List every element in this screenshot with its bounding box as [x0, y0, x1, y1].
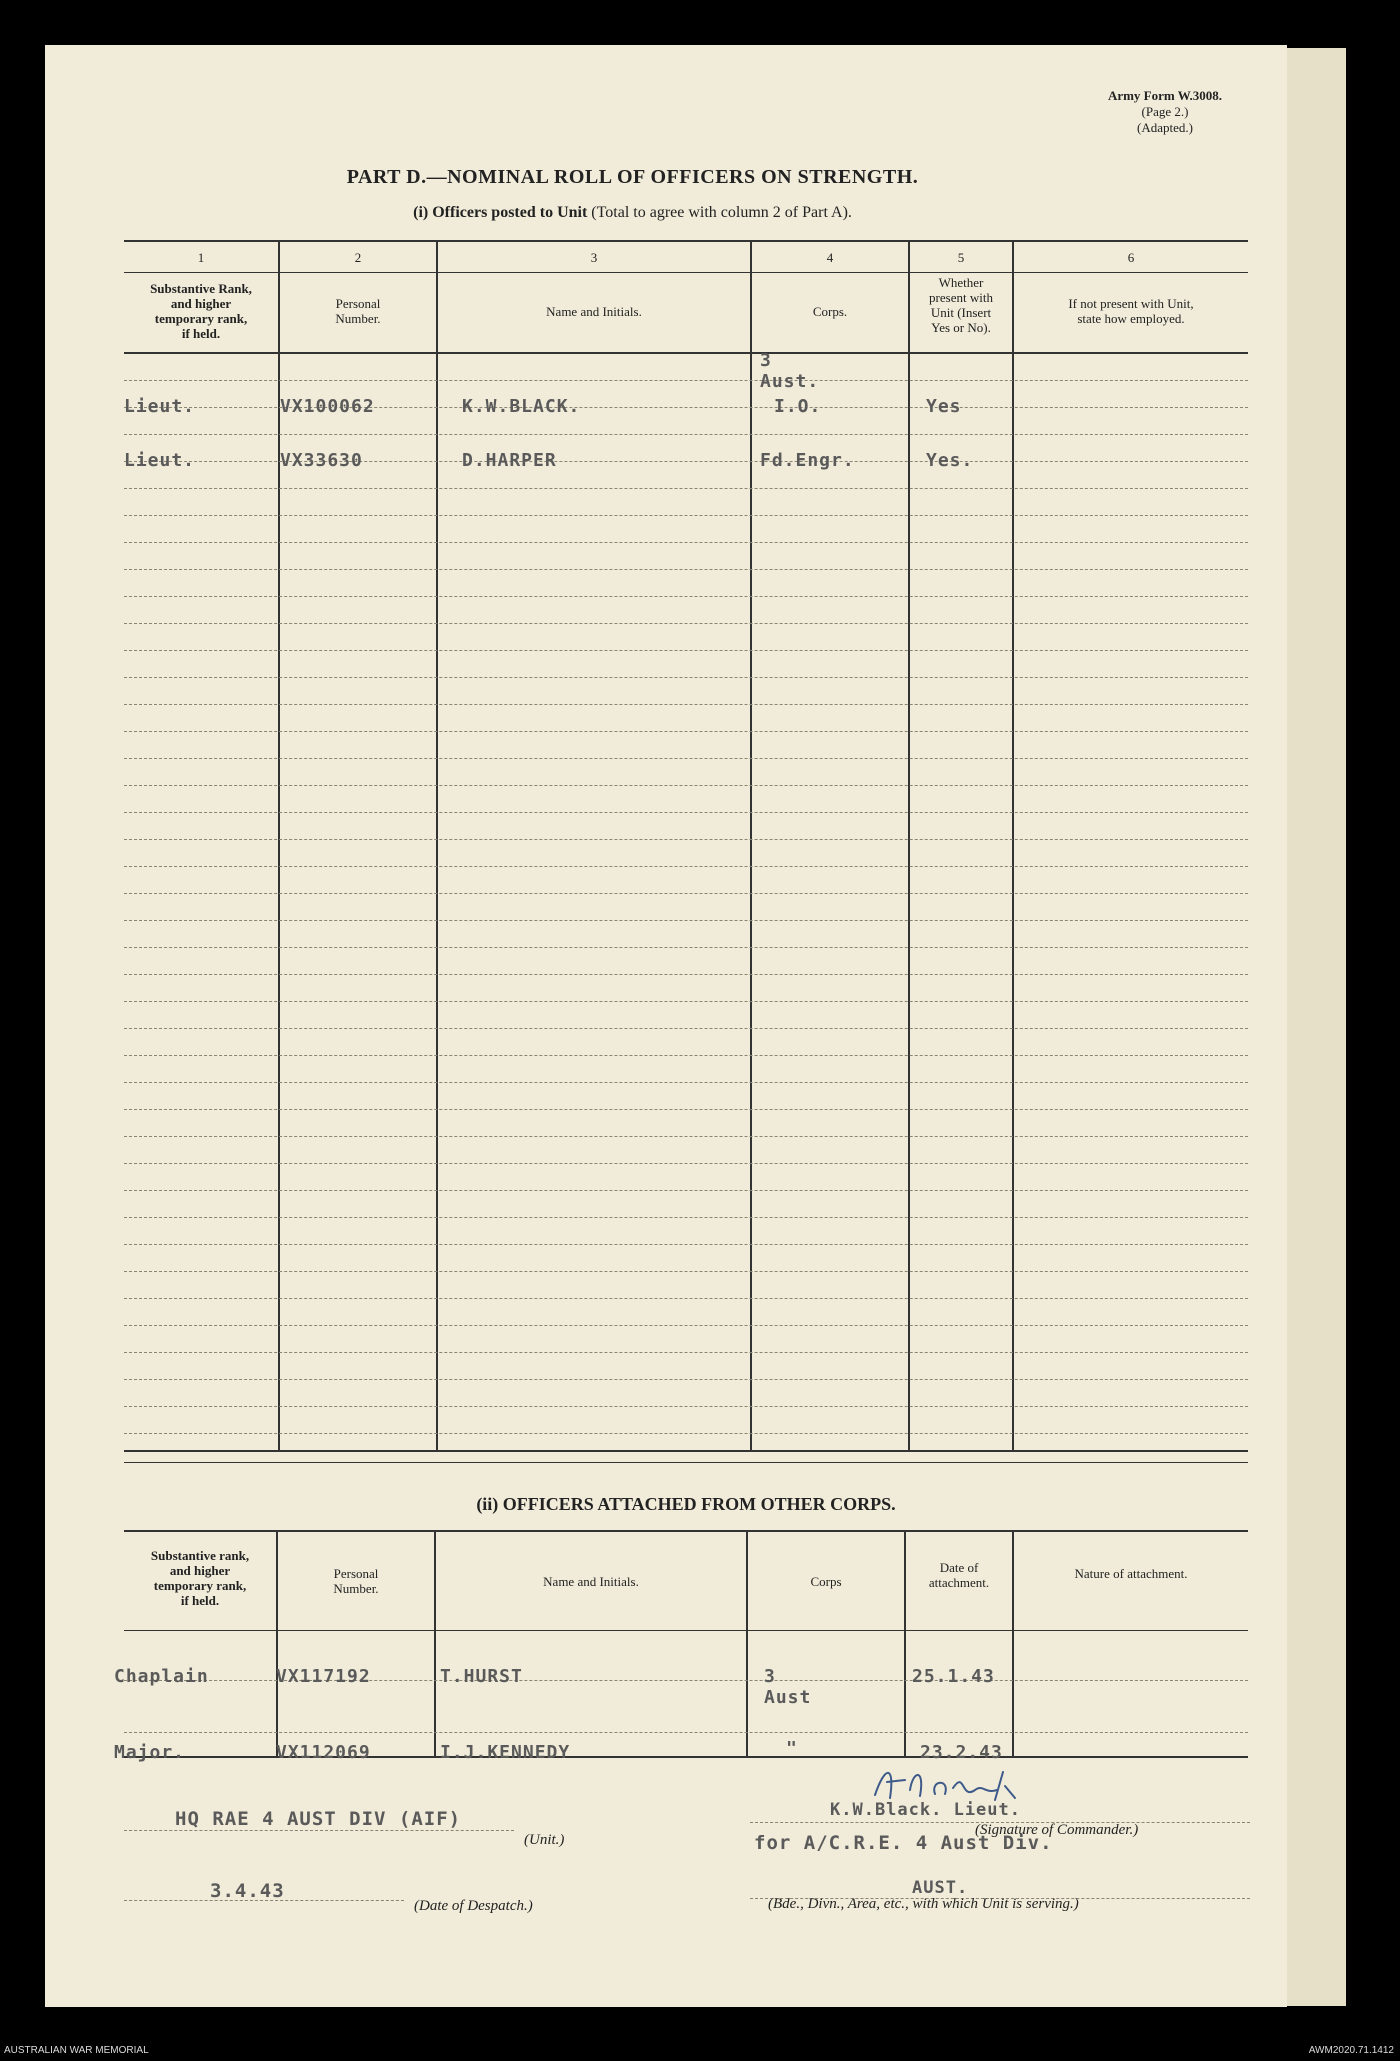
ruled-line [124, 542, 1248, 543]
name-cell: D.HARPER [462, 450, 557, 471]
ruled-line [124, 1028, 1248, 1029]
ruled-line [124, 920, 1248, 921]
col-4-number: 4 [826, 250, 834, 265]
attached-col-1-header: Substantive rank, and higher temporary rank, if held. [150, 1548, 250, 1608]
page-title: PART D.—NOMINAL ROLL OF OFFICERS ON STRENGTH. [346, 166, 919, 188]
rank-cell: Chaplain [114, 1666, 209, 1687]
col-4-header: Corps. [812, 304, 848, 319]
present-cell: Yes [926, 396, 962, 417]
form-number: Army Form W.3008. [1107, 88, 1223, 103]
attached-col-3-header: Name and Initials. [543, 1574, 639, 1589]
archive-accession: AWM2020.71.1412 [1308, 2045, 1394, 2056]
ruled-line [124, 1055, 1248, 1056]
ruled-line [124, 1433, 1248, 1434]
attached-col-4-header: Corps [810, 1574, 842, 1589]
corps-cell: I.O. [774, 396, 822, 417]
ruled-line [124, 1136, 1248, 1137]
col-6-header: If not present with Unit, state how employed. [1068, 296, 1194, 326]
form-adapted-label: (Adapted.) [1137, 120, 1193, 135]
col-1-number: 1 [197, 250, 205, 265]
unit-value: HQ RAE 4 AUST DIV (AIF) [175, 1808, 462, 1830]
ruled-line [124, 677, 1248, 678]
ruled-line [124, 515, 1248, 516]
col-3-header: Name and Initials. [546, 304, 642, 319]
date-label: (Date of Despatch.) [414, 1898, 533, 1914]
number-cell: VX33630 [280, 450, 363, 471]
ruled-line [124, 812, 1248, 813]
ruled-line [124, 650, 1248, 651]
ruled-line [124, 1109, 1248, 1110]
number-cell: VX117192 [276, 1666, 371, 1687]
section-i-heading [125, 204, 1140, 222]
attached-col-2-header: Personal Number. [333, 1566, 379, 1596]
number-cell: VX112069 [276, 1742, 371, 1763]
section-i-label: (i) Officers posted to Unit [413, 204, 588, 221]
commander-value: K.W.Black. Lieut. [830, 1800, 1021, 1820]
ruled-line [124, 1325, 1248, 1326]
ruled-line [124, 1190, 1248, 1191]
attached-col-5-header: Date of attachment. [928, 1560, 990, 1590]
rank-cell: Lieut. [124, 450, 196, 471]
ruled-line [124, 434, 1248, 435]
ruled-line [124, 893, 1248, 894]
archive-credit: AUSTRALIAN WAR MEMORIAL [4, 2045, 149, 2056]
col-5-header: Whether present with Unit (Insert Yes or No). [929, 275, 993, 335]
ruled-line [124, 947, 1248, 948]
rank-cell: Lieut. [124, 396, 196, 417]
col-1-header: Substantive Rank, and higher temporary rank, if held. [150, 281, 252, 341]
ruled-line [124, 758, 1248, 759]
number-cell: VX100062 [280, 396, 375, 417]
name-cell: T.HURST [440, 1666, 523, 1687]
corps-cell: 3 Aust [764, 1666, 812, 1708]
name-cell: I.J.KENNEDY [440, 1742, 571, 1763]
ruled-line [124, 1163, 1248, 1164]
ruled-line [124, 380, 1248, 381]
corps-cell: Fd.Engr. [760, 450, 855, 471]
ruled-line [124, 1082, 1248, 1083]
ruled-line [124, 623, 1248, 624]
attached-col-6-header: Nature of attachment. [1074, 1566, 1188, 1581]
ruled-line [124, 596, 1248, 597]
ruled-line [124, 866, 1248, 867]
section-ii-heading: (ii) OFFICERS ATTACHED FROM OTHER CORPS. [476, 1494, 896, 1514]
col-5-number: 5 [957, 250, 965, 265]
corps-cell: " [786, 1738, 798, 1759]
ruled-line [124, 1244, 1248, 1245]
corps-top-cell: 3 Aust. [760, 350, 820, 392]
for-line: for A/C.R.E. 4 Aust Div. [754, 1832, 1053, 1854]
ruled-line [124, 704, 1248, 705]
col-3-number: 3 [590, 250, 598, 265]
ruled-line [124, 974, 1248, 975]
ruled-line [124, 1001, 1248, 1002]
date-value: 3.4.43 [210, 1880, 285, 1902]
ruled-line [124, 569, 1248, 570]
ruled-line [124, 785, 1248, 786]
ruled-line [124, 1406, 1248, 1407]
ruled-line [124, 1298, 1248, 1299]
present-cell: Yes. [926, 450, 974, 471]
form-page-label: (Page 2.) [1141, 104, 1189, 119]
date-cell: 23.2.43 [920, 1742, 1003, 1763]
ruled-line [124, 839, 1248, 840]
ruled-line [124, 488, 1248, 489]
col-2-header: Personal Number. [335, 296, 381, 326]
col-2-number: 2 [354, 250, 362, 265]
commander-label: (Signature of Commander.) [975, 1822, 1139, 1838]
unit-label: (Unit.) [524, 1832, 565, 1848]
bde-label: (Bde., Divn., Area, etc., with which Unit is serving.) [768, 1896, 1079, 1912]
section-i-note: (Total to agree with column 2 of Part A). [591, 204, 852, 221]
bde-value: AUST. [912, 1878, 969, 1898]
ruled-line [124, 731, 1248, 732]
col-6-number: 6 [1127, 250, 1135, 265]
rank-cell: Major. [114, 1742, 186, 1763]
name-cell: K.W.BLACK. [462, 396, 581, 417]
ruled-line [124, 1271, 1248, 1272]
date-cell: 25.1.43 [912, 1666, 995, 1687]
ruled-line [124, 1379, 1248, 1380]
ruled-line [124, 1352, 1248, 1353]
form-reference [1080, 88, 1250, 136]
ruled-line [124, 1217, 1248, 1218]
